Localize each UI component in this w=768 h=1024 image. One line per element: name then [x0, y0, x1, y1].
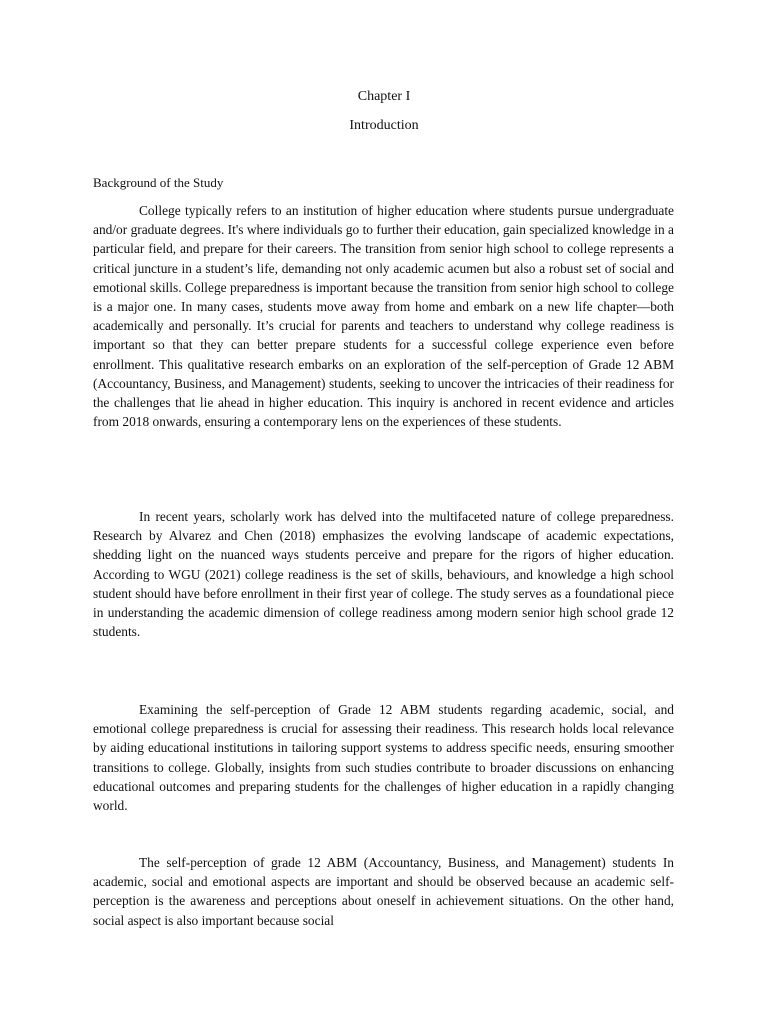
paragraph-background-3: Examining the self-perception of Grade 12 ABM students regarding academic, social, and emotional college preparedness is crucial for assessing their readiness. This research holds local relevance by aiding educational institutions in tailoring support systems to address specific needs, ensuring smoother transitions to college. Globally, insights from such studies contribute to broader discussions on enhancing educational outcomes and preparing students for the challenges of higher education in a rapidly changing world. — [93, 702, 674, 814]
chapter-title: Introduction — [349, 118, 419, 133]
paragraph-background-4: The self-perception of grade 12 ABM (Accountancy, Business, and Management) students In academic, social and emotional aspects are important and should be observed because an academic self-perception is the awareness and perceptions about oneself in achievement situations. On the other hand, social aspect is also important because social — [93, 855, 674, 928]
chapter-number: Chapter I — [357, 89, 411, 104]
section-heading: Background of the Study — [93, 175, 224, 190]
paragraph-background-1: College typically refers to an institution of higher education where students pursue undergraduate and/or graduate degrees. It's where individuals go to further their education, gain specialized knowledge in a particular field, and prepare for their careers. The transition from senior high school to college represents a critical juncture in a student’s life, demanding not only academic acumen but also a robust set of social and emotional skills. College preparedness is important because the transition from senior high school to college is a major one. In many cases, students move away from home and embark on a new life chapter—both academically and personally. It’s crucial for parents and teachers to understand why college readiness is important so that they can better prepare students for a successful college experience even before enrollment. This qualitative research embarks on an exploration of the self-perception of Grade 12 ABM (Accountancy, Business, and Management) students, seeking to uncover the intricacies of their readiness for the challenges that lie ahead in higher education. This inquiry is anchored in recent evidence and articles from 2018 onwards, ensuring a contemporary lens on the experiences of these students. — [93, 203, 674, 430]
paragraph-background-2: In recent years, scholarly work has delved into the multifaceted nature of college preparedness. Research by Alvarez and Chen (2018) emphasizes the evolving landscape of academic expectations, shedding light on the nuanced ways students perceive and prepare for the rigors of higher education. According to WGU (2021) college readiness is the set of skills, behaviours, and knowledge a high school student should have before enrollment in their first year of college. The study serves as a foundational piece in understanding the academic dimension of college readiness among modern senior high school grade 12 students. — [93, 509, 674, 640]
